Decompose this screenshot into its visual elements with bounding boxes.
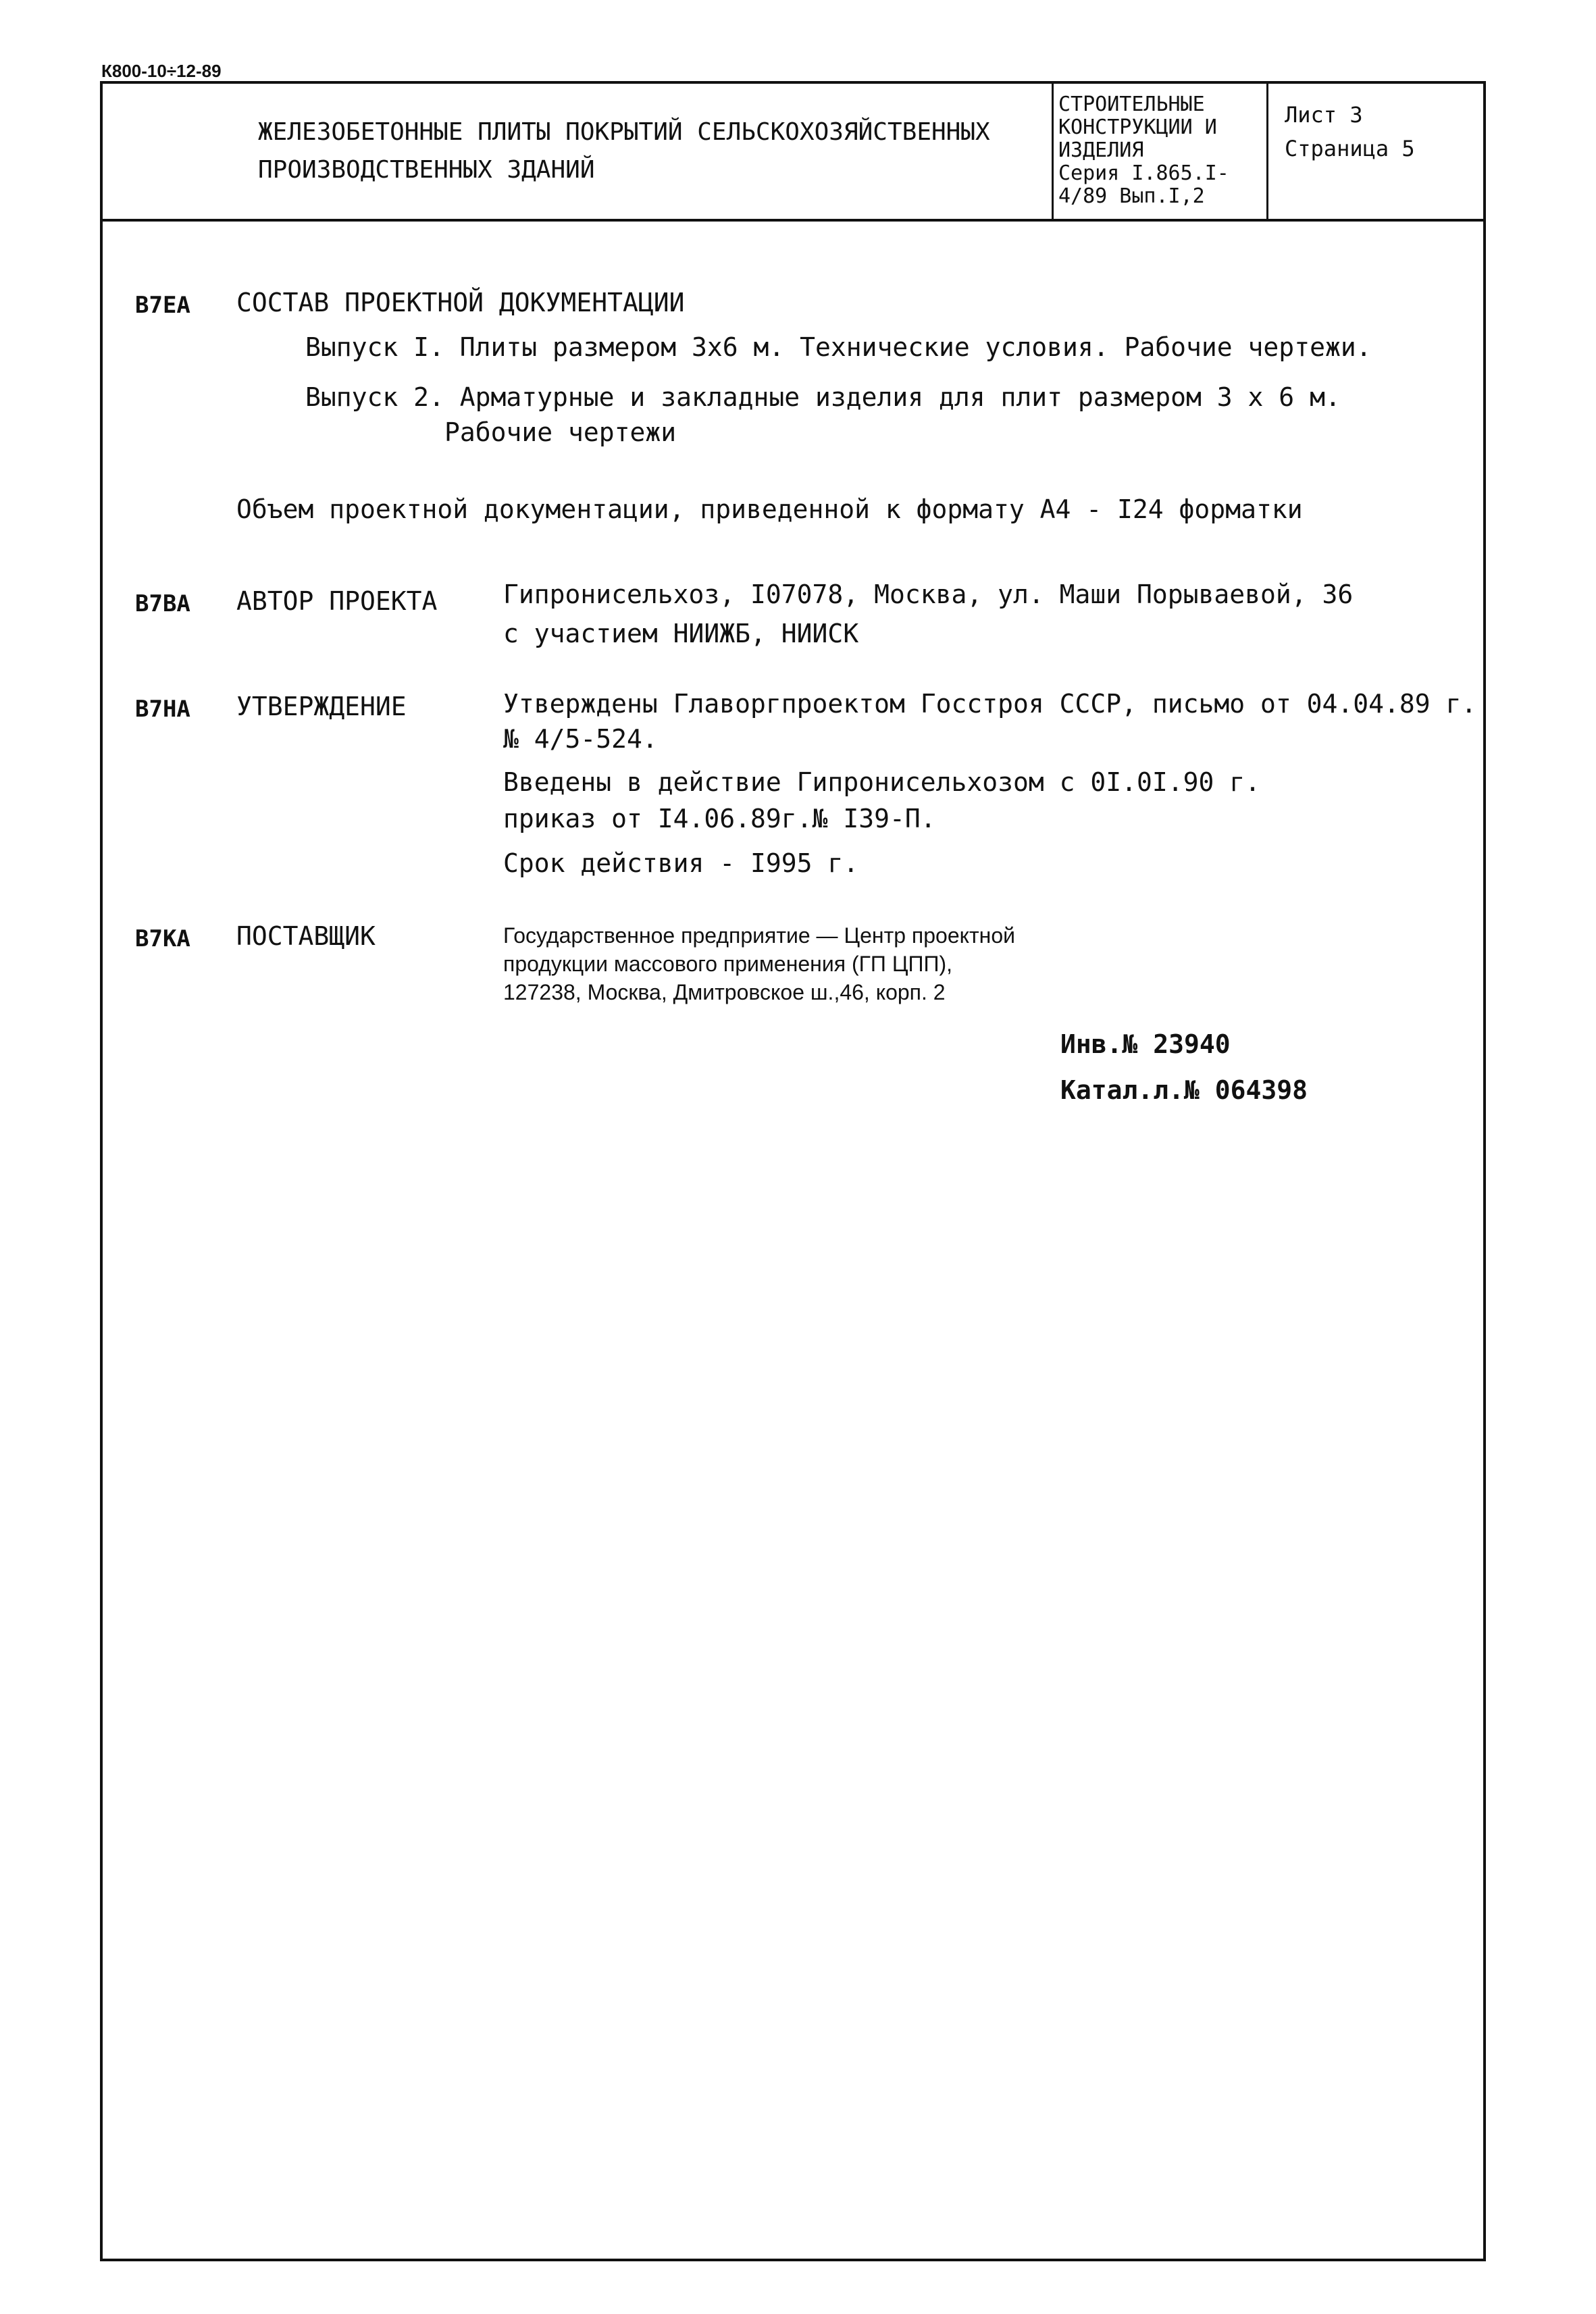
supplier-line: Государственное предприятие — Центр проектной (503, 923, 1015, 948)
approval-line: Введены в действие Гипронисельхозом с 0I.0I.90 г. (503, 767, 1261, 797)
header-title-line1: ЖЕЛЕЗОБЕТОННЫЕ ПЛИТЫ ПОКРЫТИЙ СЕЛЬСКОХОЗЯЙСТВЕННЫХ (258, 118, 990, 146)
approval-line: Утверждены Главоргпроектом Госстроя СССР, письмо от 04.04.89 г. (503, 689, 1477, 719)
divider (1052, 84, 1054, 219)
author-line: Гипронисельхоз, I07078, Москва, ул. Маши Порываевой, 36 (503, 580, 1354, 609)
section-title: АВТОР ПРОЕКТА (236, 586, 438, 616)
documentation-volume: Объем проектной документации, приведенной к формату А4 - I24 форматки (236, 494, 1303, 524)
section-code: В7ЕА (135, 292, 190, 319)
section-title: ПОСТАВЩИК (236, 921, 376, 951)
approval-line: № 4/5-524. (503, 724, 658, 754)
section-code: В7ВА (135, 590, 190, 617)
issue-1: Выпуск I. Плиты размером 3х6 м. Технические условия. Рабочие чертежи. (305, 332, 1372, 362)
section-title: УТВЕРЖДЕНИЕ (236, 692, 407, 721)
series-line: КОНСТРУКЦИИ И (1058, 115, 1217, 139)
series-block (1058, 93, 1229, 208)
validity-period: Срок действия - I995 г. (503, 848, 859, 878)
sheet-number: Лист 3 (1285, 102, 1363, 128)
issue-2: Выпуск 2. Арматурные и закладные изделия для плит размером 3 х 6 м. (305, 382, 1341, 412)
section-code: В7НА (135, 696, 190, 723)
catalog-number: Катал.л.№ 064398 (1060, 1075, 1308, 1105)
document-code: К800-10÷12-89 (101, 61, 222, 81)
series-line: СТРОИТЕЛЬНЫЕ (1058, 93, 1205, 116)
page-number: Страница 5 (1285, 136, 1415, 161)
section-code: В7КА (135, 925, 190, 952)
title-block (103, 84, 1483, 222)
author-line: с участием НИИЖБ, НИИСК (503, 619, 859, 648)
divider (1266, 84, 1268, 219)
series-line: 4/89 Вып.I,2 (1058, 184, 1205, 208)
inventory-number: Инв.№ 23940 (1060, 1029, 1231, 1059)
supplier-line: 127238, Москва, Дмитровское ш.,46, корп. 2 (503, 980, 946, 1004)
header-title-line2: ПРОИЗВОДСТВЕННЫХ ЗДАНИЙ (258, 156, 595, 184)
section-title: СОСТАВ ПРОЕКТНОЙ ДОКУМЕНТАЦИИ (236, 288, 685, 317)
approval-line: приказ от I4.06.89г.№ I39-П. (503, 804, 936, 833)
supplier-line: продукции массового применения (ГП ЦПП), (503, 952, 953, 976)
series-line: Серия I.865.I- (1058, 161, 1229, 185)
issue-2-continued: Рабочие чертежи (444, 417, 677, 447)
series-line: ИЗДЕЛИЯ (1058, 138, 1144, 162)
